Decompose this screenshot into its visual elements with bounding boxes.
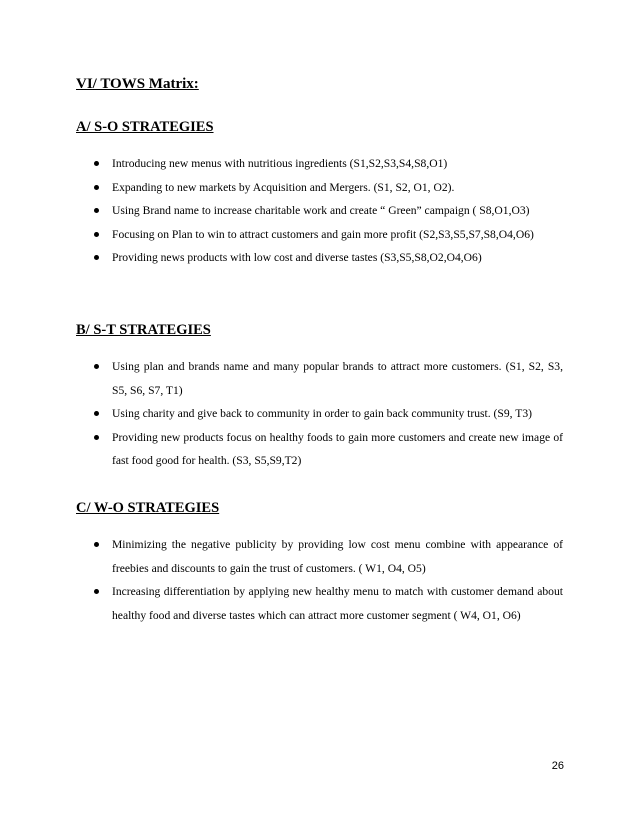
list-item-text: Using Brand name to increase charitable work and create “ Green” campaign ( S8,O1,O3) [112, 204, 530, 217]
list-item [76, 580, 563, 627]
list-item-text: Focusing on Plan to win to attract customers and gain more profit (S2,S3,S5,S7,S8,O4,O6) [112, 227, 534, 241]
bullet-list-wo [76, 533, 563, 627]
list-item [76, 355, 563, 402]
section-heading-wo: C/ W-O STRATEGIES [76, 500, 220, 516]
list-item-text: Expanding to new markets by Acquisition and Mergers. (S1, S2, O1, O2). [112, 180, 455, 194]
list-item-text: Using charity and give back to community in order to gain back community trust. (S9, T3) [112, 407, 532, 420]
list-item-text: Using plan and brands name and many popular brands to attract more customers. (S1, S2, S3, S5, S6, S7, T1) [112, 360, 563, 397]
page-number: 26 [551, 760, 564, 772]
list-item-text: Increasing differentiation by applying new healthy menu to match with customer demand about healthy food and diverse tastes which can attract more customer segment ( W4, O1, O6) [112, 585, 563, 622]
bullet-icon [94, 589, 99, 594]
section-heading-so: A/ S-O STRATEGIES [76, 119, 214, 135]
bullet-icon [94, 232, 99, 237]
list-item [76, 533, 563, 580]
list-item-text: Introducing new menus with nutritious ingredients (S1,S2,S3,S4,S8,O1) [112, 157, 448, 170]
list-item-text: Minimizing the negative publicity by providing low cost menu combine with appearance of freebies and discounts to gain the trust of customers. ( W1, O4, O5) [112, 538, 563, 575]
bullet-icon [94, 208, 99, 213]
list-item [76, 223, 563, 247]
list-item-text: Providing new products focus on healthy foods to gain more customers and create new image of fast food good for health. (S3, S5,S9,T2) [112, 430, 563, 467]
bullet-icon [94, 435, 99, 440]
bullet-list-so [76, 152, 563, 270]
list-item [76, 246, 563, 270]
list-item [76, 402, 563, 426]
section-heading-st: B/ S-T STRATEGIES [76, 322, 211, 338]
list-item [76, 152, 563, 176]
list-item [76, 426, 563, 473]
bullet-icon [94, 411, 99, 416]
list-item [76, 176, 563, 200]
bullet-icon [94, 364, 99, 369]
bullet-icon [94, 185, 99, 190]
bullet-icon [94, 255, 99, 260]
bullet-list-st [76, 355, 563, 473]
list-item [76, 199, 563, 223]
page-title: VI/ TOWS Matrix: [76, 76, 199, 92]
list-item-text: Providing news products with low cost and diverse tastes (S3,S5,S8,O2,O4,O6) [112, 251, 482, 264]
bullet-icon [94, 161, 99, 166]
bullet-icon [94, 542, 99, 547]
